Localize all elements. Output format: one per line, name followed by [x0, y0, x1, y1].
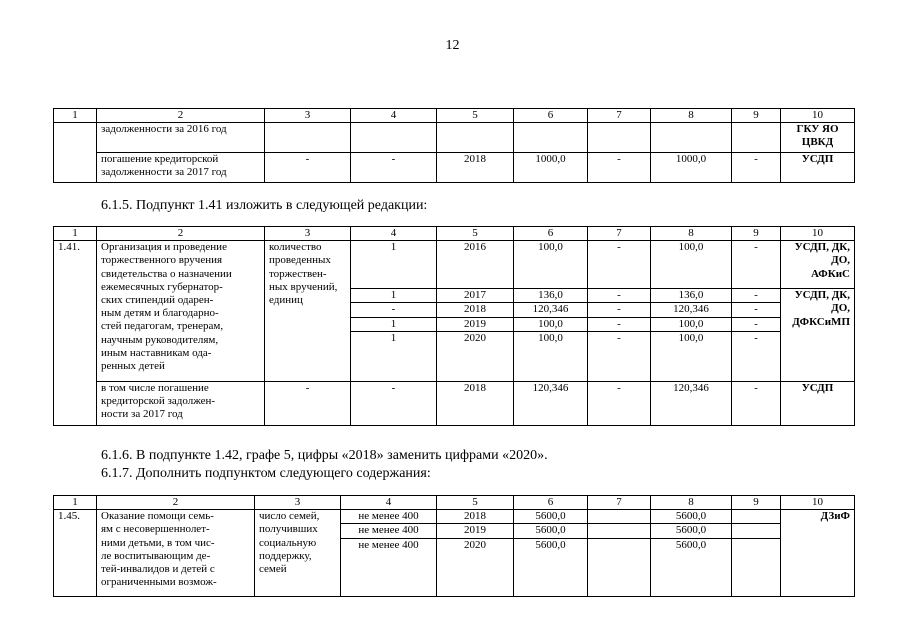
unit-line: ных вручений, [269, 280, 338, 293]
desc-line: ежемесячных губернатор- [101, 280, 223, 293]
col-header: 6 [514, 496, 588, 510]
executor-line: УСДП, ДК, [794, 241, 850, 254]
empty-cell [265, 123, 351, 153]
value-cell: - [588, 241, 651, 289]
value-cell: 120,346 [514, 303, 588, 317]
value-cell: 5600,0 [651, 524, 732, 538]
value-cell: 1 [351, 241, 437, 289]
desc-line: ным детям и благодарно- [101, 307, 219, 320]
desc-line: свидетельства о назначении [101, 267, 232, 280]
empty-cell [732, 510, 781, 524]
value-cell: 1000,0 [651, 153, 732, 183]
executor-line: ДО, [831, 302, 850, 315]
paragraph-6-1-7: 6.1.7. Дополнить подпунктом следующего содержания: [101, 466, 431, 481]
value-cell: 1 [351, 289, 437, 303]
value-cell: 120,346 [514, 381, 588, 425]
value-cell: 100,0 [514, 317, 588, 331]
table-row [54, 153, 855, 183]
year-cell: 2019 [437, 524, 514, 538]
value-cell: не менее 400 [341, 538, 437, 596]
table-row [54, 241, 855, 289]
value-cell: 136,0 [651, 289, 732, 303]
desc-line: в том числе погашение [101, 381, 209, 394]
value-cell: 100,0 [651, 331, 732, 381]
unit-cell [265, 241, 351, 382]
executor-line: ДО, [831, 254, 850, 267]
desc-line: ограниченными возмож- [101, 576, 217, 589]
desc-cell [97, 510, 255, 596]
col-header: 2 [97, 227, 265, 241]
unit-line: поддержку, [259, 549, 312, 562]
value-cell: - [732, 381, 781, 425]
empty-cell [588, 538, 651, 596]
value-cell: - [265, 153, 351, 183]
col-header: 1 [54, 109, 97, 123]
value-cell: 1 [351, 317, 437, 331]
col-header: 3 [255, 496, 341, 510]
table-row [54, 381, 855, 425]
value-cell: 136,0 [514, 289, 588, 303]
value-cell: 5600,0 [651, 510, 732, 524]
value-cell: 1000,0 [514, 153, 588, 183]
year-cell: 2020 [437, 331, 514, 381]
num-cell [54, 123, 97, 183]
col-header: 2 [97, 496, 255, 510]
header-row [54, 109, 855, 123]
executor-cell: ГКУ ЯО ЦВКД [781, 123, 855, 153]
value-cell: 100,0 [514, 241, 588, 289]
col-header: 10 [781, 227, 855, 241]
value-cell: 5600,0 [651, 538, 732, 596]
value-cell: - [588, 303, 651, 317]
unit-line: единиц [269, 294, 303, 307]
executor-cell [781, 241, 855, 289]
empty-cell [588, 510, 651, 524]
empty-cell [514, 123, 588, 153]
desc-cell [97, 381, 265, 425]
value-cell: 5600,0 [514, 524, 588, 538]
year-cell: 2020 [437, 538, 514, 596]
year-cell: 2019 [437, 317, 514, 331]
header-row [54, 227, 855, 241]
executor-cell [781, 289, 855, 382]
unit-line: количество [269, 241, 322, 254]
col-header: 9 [732, 227, 781, 241]
item-number: 1.41. [54, 241, 97, 426]
page-number: 12 [445, 38, 460, 53]
value-cell: - [351, 153, 437, 183]
year-cell: 2018 [437, 303, 514, 317]
value-cell: не менее 400 [341, 510, 437, 524]
table-row [54, 123, 855, 153]
value-cell: - [732, 331, 781, 381]
desc-line: кредиторской задолжен- [101, 395, 216, 408]
desc-line: научным руководителям, [101, 333, 219, 346]
value-cell: - [588, 289, 651, 303]
col-header: 5 [437, 227, 514, 241]
empty-cell [732, 538, 781, 596]
desc-line: ними детьми, в том чис- [101, 536, 215, 549]
table-continuation [53, 108, 855, 183]
desc-line: стей педагогам, тренерам, [101, 320, 224, 333]
value-cell: - [588, 381, 651, 425]
paragraph-6-1-6: 6.1.6. В подпункте 1.42, графе 5, цифры «2018» заменить цифрами «2020». [101, 448, 548, 463]
item-number: 1.45. [54, 510, 97, 596]
year-cell: 2018 [437, 153, 514, 183]
executor-cell: УСДП [781, 153, 855, 183]
paragraph-6-1-5: 6.1.5. Подпункт 1.41 изложить в следующей редакции: [101, 198, 428, 213]
unit-line: торжествен- [269, 267, 327, 280]
table-1-41 [53, 226, 855, 426]
col-header: 10 [781, 109, 855, 123]
value-cell: - [732, 153, 781, 183]
empty-cell [588, 524, 651, 538]
value-cell: - [588, 153, 651, 183]
col-header: 5 [437, 109, 514, 123]
unit-line: проведенных [269, 254, 331, 267]
col-header: 4 [351, 227, 437, 241]
value-cell: 100,0 [651, 317, 732, 331]
col-header: 7 [588, 227, 651, 241]
value-cell: 1 [351, 331, 437, 381]
col-header: 6 [514, 109, 588, 123]
value-cell: не менее 400 [341, 524, 437, 538]
empty-cell [588, 123, 651, 153]
desc-cell: погашение кредиторской задолженности за 2017 год [97, 153, 265, 183]
col-header: 8 [651, 109, 732, 123]
col-header: 8 [651, 227, 732, 241]
value-cell: - [732, 317, 781, 331]
unit-line: социальную [259, 536, 317, 549]
desc-cell [97, 241, 265, 382]
empty-cell [732, 524, 781, 538]
empty-cell [437, 123, 514, 153]
year-cell: 2016 [437, 241, 514, 289]
col-header: 6 [514, 227, 588, 241]
value-cell: 100,0 [514, 331, 588, 381]
col-header: 4 [351, 109, 437, 123]
table-row [54, 510, 855, 524]
desc-line: ле воспитывающим де- [101, 549, 211, 562]
desc-cell: задолженности за 2016 год [97, 123, 265, 153]
desc-line: иным наставникам ода- [101, 346, 212, 359]
executor-cell: УСДП [781, 381, 855, 425]
col-header: 1 [54, 227, 97, 241]
desc-line: Организация и проведение [101, 241, 227, 254]
value-cell: - [588, 317, 651, 331]
executor-line: УСДП, ДК, [794, 289, 850, 302]
col-header: 7 [588, 109, 651, 123]
desc-line: ям с несовершеннолет- [101, 523, 210, 536]
value-cell: - [265, 381, 351, 425]
unit-cell [255, 510, 341, 596]
year-cell: 2018 [437, 381, 514, 425]
desc-line: ности за 2017 год [101, 408, 183, 421]
value-cell: 120,346 [651, 381, 732, 425]
unit-line: семей [259, 563, 287, 576]
col-header: 3 [265, 109, 351, 123]
col-header: 1 [54, 496, 97, 510]
year-cell: 2017 [437, 289, 514, 303]
unit-line: число семей, [259, 510, 320, 523]
value-cell: - [351, 381, 437, 425]
executor-line: ДФКСиМП [792, 315, 850, 328]
desc-line: Оказание помощи семь- [101, 510, 214, 523]
col-header: 2 [97, 109, 265, 123]
value-cell: - [732, 303, 781, 317]
value-cell: 5600,0 [514, 538, 588, 596]
value-cell: 100,0 [651, 241, 732, 289]
desc-line: торжественного вручения [101, 254, 223, 267]
table-1-45 [53, 495, 855, 597]
year-cell: 2018 [437, 510, 514, 524]
unit-line: получивших [259, 523, 318, 536]
empty-cell [651, 123, 732, 153]
value-cell: - [351, 303, 437, 317]
empty-cell [351, 123, 437, 153]
desc-line: ренных детей [101, 360, 165, 373]
value-cell: - [732, 241, 781, 289]
value-cell: - [588, 331, 651, 381]
desc-line: ских стипендий одарен- [101, 294, 214, 307]
value-cell: - [732, 289, 781, 303]
col-header: 9 [732, 109, 781, 123]
col-header: 8 [651, 496, 732, 510]
col-header: 9 [732, 496, 781, 510]
empty-cell [732, 123, 781, 153]
value-cell: 5600,0 [514, 510, 588, 524]
col-header: 3 [265, 227, 351, 241]
col-header: 4 [341, 496, 437, 510]
header-row [54, 496, 855, 510]
col-header: 7 [588, 496, 651, 510]
col-header: 5 [437, 496, 514, 510]
value-cell: 120,346 [651, 303, 732, 317]
col-header: 10 [781, 496, 855, 510]
executor-line: АФКиС [811, 267, 850, 280]
desc-line: тей-инвалидов и детей с [101, 563, 215, 576]
executor-cell: ДЗиФ [781, 510, 855, 596]
